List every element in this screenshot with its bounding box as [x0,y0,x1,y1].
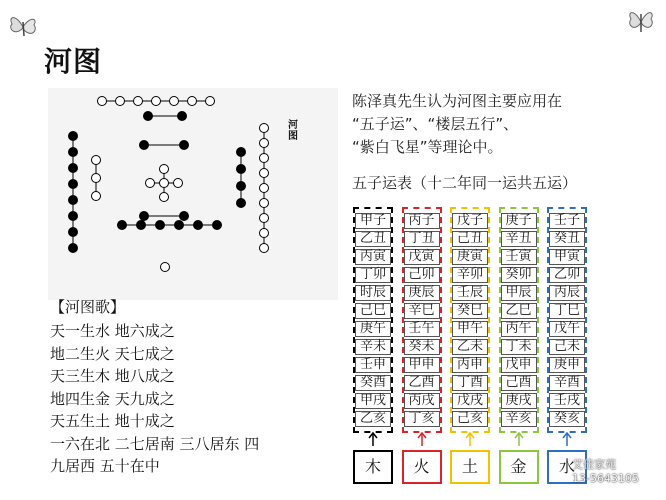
yin-dot [237,148,246,157]
table-cell [451,392,489,410]
table-cell [403,212,441,230]
table-cell [451,320,489,338]
yin-dot [137,221,146,230]
yang-dot [174,179,183,188]
yin-dot [69,132,78,141]
table-cell [403,374,441,392]
yin-dot [69,180,78,189]
table-cell [500,248,538,266]
up-arrow-icon [415,431,429,447]
up-arrow-icon [512,431,526,447]
table-title: 五子运表（十二年同一运共五运） [352,174,578,192]
intro-line: “紫白飞星”等理论中。 [352,138,503,156]
element-box: 土 [450,450,490,484]
table-cell [548,212,586,230]
yang-dot [170,97,179,106]
table-cell [354,320,392,338]
table-cell [451,284,489,302]
butterfly-icon [6,10,40,44]
yin-dot [69,164,78,173]
table-cell [403,338,441,356]
yang-dot [188,97,197,106]
cell-text: 辛亥 [505,411,532,426]
yang-dot [260,184,269,193]
yang-dot [260,214,269,223]
element-box: 木 [353,450,393,484]
cell-text: 癸未 [408,339,435,354]
table-cell [354,266,392,284]
yang-dot [160,193,169,202]
song-line: 天一生水 地六成之 [50,322,175,340]
table-cell [451,266,489,284]
table-cell [354,302,392,320]
table-cell [451,410,489,428]
table-cell [500,212,538,230]
table-column [499,207,539,433]
cell-text: 己丑 [456,231,483,246]
cell-text: 壬辰 [456,285,483,300]
table-cell [548,230,586,248]
table-cell [548,410,586,428]
cell-text: 辛酉 [553,375,580,390]
up-arrow-icon [366,431,380,447]
cell-text: 癸巳 [456,303,483,318]
yin-dot [69,212,78,221]
table-cell [500,410,538,428]
yang-dot [260,139,269,148]
table-cell [548,320,586,338]
watermark [572,458,666,486]
table-cell [548,266,586,284]
song-line: 天三生木 地八成之 [50,367,175,385]
yang-dot [260,154,269,163]
table-cell [354,338,392,356]
yang-dot [260,169,269,178]
yin-dot [69,148,78,157]
cell-text: 甲午 [456,321,483,336]
yin-dot [69,244,78,253]
table-cell [354,212,392,230]
table-cell [451,356,489,374]
yang-dot [260,124,269,133]
cell-text: 乙酉 [408,375,435,390]
song-line: 九居西 五十在中 [50,457,160,475]
table-cell [500,374,538,392]
intro-text [352,90,652,159]
table-cell [403,356,441,374]
cell-text: 甲戌 [359,393,386,408]
yang-dot [160,179,169,188]
table-cell [500,320,538,338]
table-cell [548,392,586,410]
cell-text: 己卯 [408,267,435,282]
yin-dot [237,199,246,208]
table-cell [354,284,392,302]
cell-text: 辛未 [359,339,386,354]
element-box: 火 [402,450,442,484]
table-cell [548,248,586,266]
cell-text: 庚寅 [456,249,483,264]
table-cell [500,266,538,284]
table-cell [354,356,392,374]
table-cell [403,266,441,284]
cell-text: 庚子 [505,213,532,228]
cell-text: 丁丑 [408,231,435,246]
element-box: 水 [547,450,587,484]
yin-dot [175,221,184,230]
cell-text: 甲辰 [505,285,532,300]
song-line: 一六在北 二七居南 三八居东 四 [50,434,260,453]
song-lines [50,320,338,478]
table-cell [354,248,392,266]
up-arrow-icon [560,431,574,447]
cell-text: 戊子 [456,213,483,228]
table-cell [403,320,441,338]
yang-dot [116,97,125,106]
cell-text: 丙辰 [553,285,580,300]
cell-text: 乙卯 [553,267,580,282]
cell-text: 戊申 [505,357,532,372]
song-line: 地二生火 天七成之 [50,344,175,363]
table-cell [548,302,586,320]
cell-text: 丙午 [505,321,532,336]
table-cell [451,248,489,266]
yin-dot [140,141,149,150]
cell-text: 癸丑 [553,231,580,246]
yin-dot [140,212,149,221]
cell-text: 庚辰 [408,285,435,300]
intro-line: 陈泽真先生认为河图主要应用在 [352,92,563,110]
table-cell [548,338,586,356]
cell-text: 丁未 [505,339,532,354]
song-line: 天五生土 地十成之 [50,412,175,430]
yang-dot [206,97,215,106]
table-cell [451,338,489,356]
table-cell [500,338,538,356]
cell-text: 乙未 [456,339,483,354]
cell-text: 丁巳 [553,303,580,318]
yin-dot [69,228,78,237]
yang-dot [161,263,170,272]
cell-text: 壬寅 [505,249,532,264]
table-column [402,207,442,433]
table-cell [403,248,441,266]
cell-text: 庚午 [359,321,386,336]
cell-text: 辛丑 [505,231,532,246]
yin-dot [237,182,246,191]
table-cell [500,392,538,410]
butterfly-icon [626,4,656,38]
table-cell [403,230,441,248]
cell-text: 壬申 [359,357,386,372]
cell-text: 癸卯 [505,267,532,282]
watermark-line: 13-5643105 [572,472,639,485]
yang-dot [92,192,101,201]
up-arrow-icon [463,431,477,447]
table-cell [354,230,392,248]
table-cell [500,302,538,320]
cell-text: 乙亥 [359,411,386,426]
table-cell [500,230,538,248]
page-title: 河图 [44,45,103,78]
table-column [547,207,587,433]
cell-text: 乙巳 [505,303,532,318]
cell-text: 己巳 [359,303,386,318]
yin-dot [69,196,78,205]
yin-dot [180,212,189,221]
table-cell [354,410,392,428]
cell-text: 庚申 [553,357,580,372]
table-cell [500,356,538,374]
yin-dot [118,221,127,230]
cell-text: 丙寅 [359,249,386,264]
cell-text: 甲寅 [553,249,580,264]
cell-text: 戊寅 [408,249,435,264]
yang-dot [260,244,269,253]
yang-dot [146,179,155,188]
cell-text: 丁亥 [408,411,435,426]
cell-text: 丙戌 [408,393,435,408]
table-cell [451,374,489,392]
yang-dot [92,156,101,165]
intro-line: “五子运”、“楼层五行”、 [352,115,519,133]
diagram-caption-char-2: 图 [288,131,298,142]
yin-dot [178,112,187,121]
table-cell [451,230,489,248]
cell-text: 庚戌 [505,393,532,408]
yang-dot [92,174,101,183]
cell-text: 壬午 [408,321,435,336]
table-cell [403,392,441,410]
cell-text: 戊午 [553,321,580,336]
cell-text: 乙丑 [359,231,386,246]
table-cell [451,212,489,230]
cell-text: 丙子 [408,213,435,228]
yang-dot [134,97,143,106]
table-cell [403,302,441,320]
cell-text: 壬戌 [553,393,580,408]
yin-dot [213,221,222,230]
table-cell [354,392,392,410]
cell-text: 丁酉 [456,375,483,390]
table-column [450,207,490,433]
cell-text: 己亥 [456,411,483,426]
table-cell [451,302,489,320]
cell-text: 丁卯 [359,267,386,282]
cell-text: 癸酉 [359,375,386,390]
yang-dot [152,97,161,106]
cell-text: 己酉 [505,375,532,390]
table-cell [548,374,586,392]
yin-dot [237,165,246,174]
yang-dot [160,165,169,174]
song-title: 【河图歌】 [50,298,126,316]
diagram-caption [288,120,300,142]
cell-text: 辛巳 [408,303,435,318]
yin-dot [156,221,165,230]
cell-text: 甲申 [408,357,435,372]
diagram-caption-char-1: 河 [288,120,298,131]
cell-text: 壬子 [553,213,580,228]
yin-dot [194,221,203,230]
yang-dot [260,229,269,238]
table-column [353,207,393,433]
cell-text: 丙申 [456,357,483,372]
cell-text: 己未 [553,339,580,354]
cell-text: 时辰 [359,285,386,300]
yang-dot [260,199,269,208]
table-cell [548,356,586,374]
table-cell [354,374,392,392]
cell-text: 癸亥 [553,411,580,426]
table-cell [548,284,586,302]
yin-dot [180,141,189,150]
cell-text: 戊戌 [456,393,483,408]
table-cell [403,284,441,302]
song-line: 地四生金 天九成之 [50,389,175,408]
cell-text: 辛卯 [456,267,483,282]
table-cell [500,284,538,302]
element-box: 金 [499,450,539,484]
table-cell [403,410,441,428]
watermark-line: 艾佳家苑 [572,458,616,471]
yang-dot [98,97,107,106]
cell-text: 甲子 [359,213,386,228]
yin-dot [144,112,153,121]
